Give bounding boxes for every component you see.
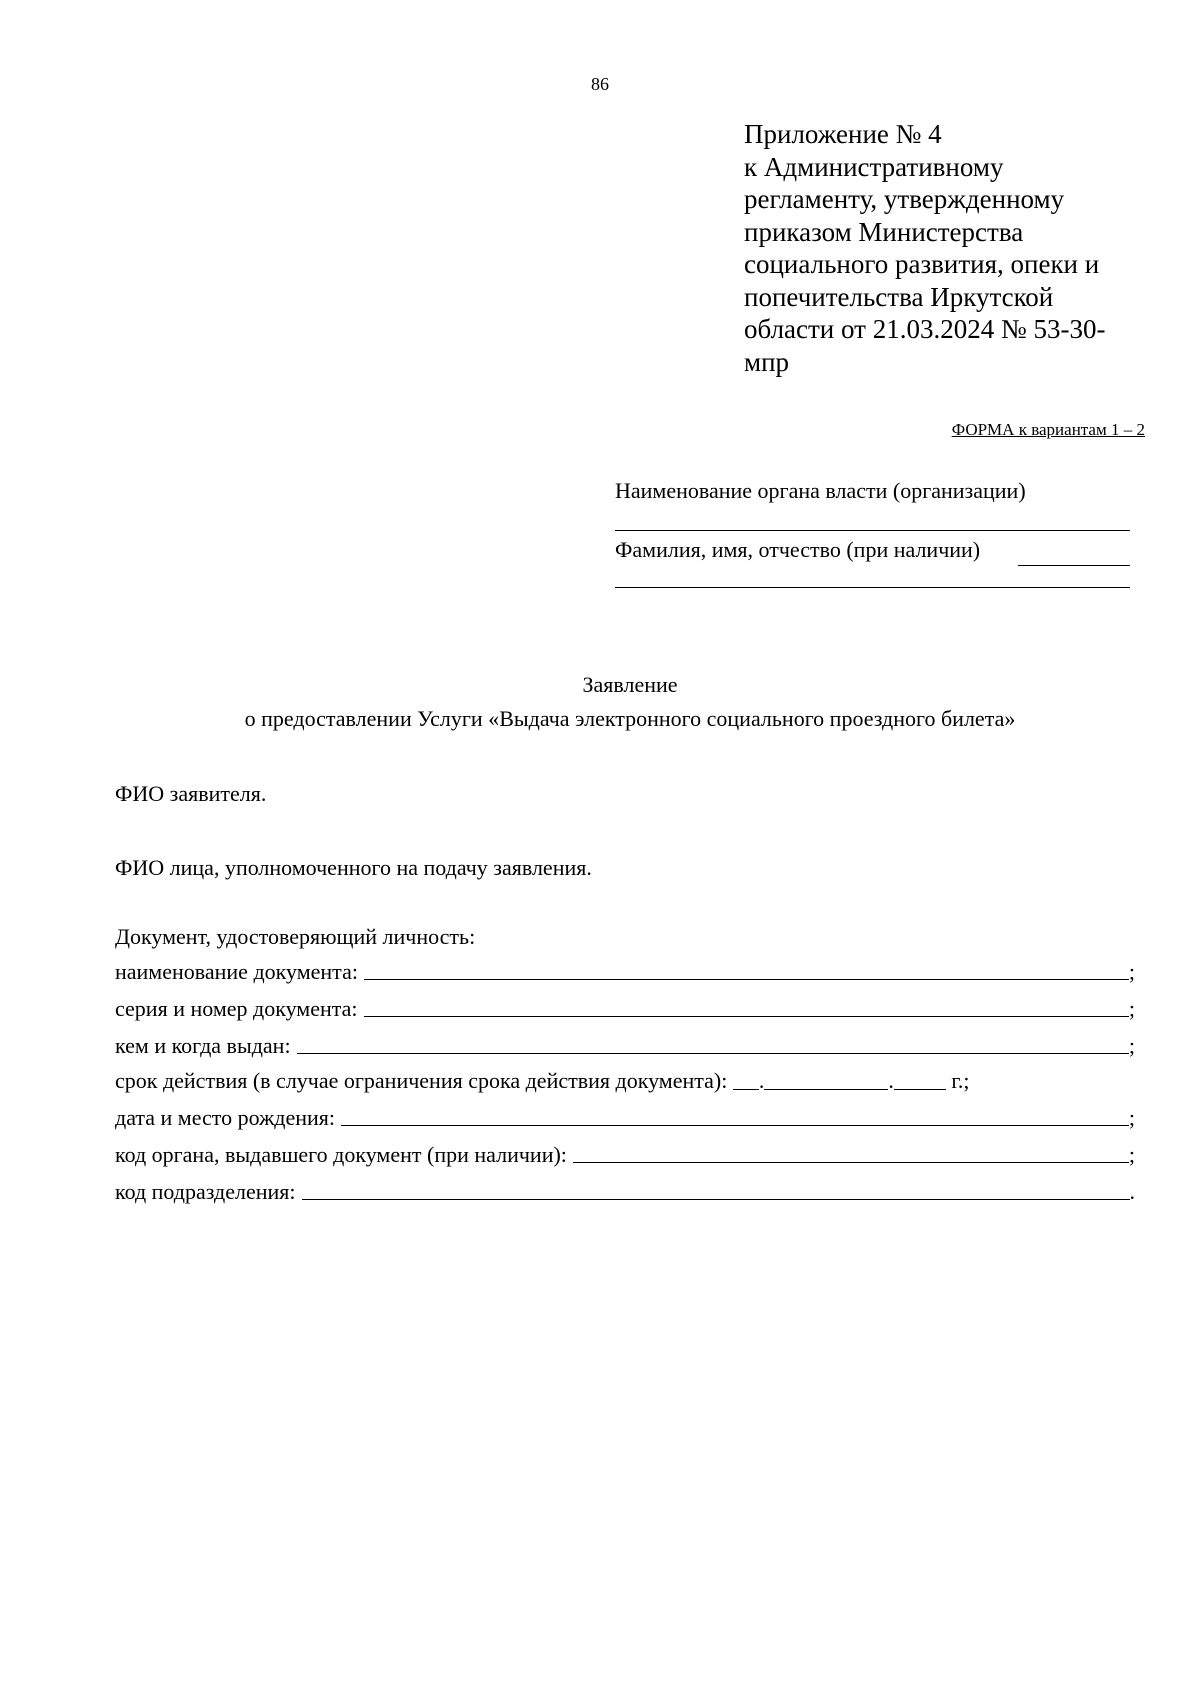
doc-name-row	[115, 955, 1135, 985]
issuer-code-label: код органа, выдавшего документ (при наличии):	[115, 1142, 567, 1167]
issuer-code-field[interactable]	[573, 1161, 1129, 1163]
appendix-line: к Административному	[744, 151, 1004, 182]
document-subtitle: о предоставлении Услуги «Выдача электронного социального проездного билета»	[244, 706, 1016, 731]
form-variant-label: ФОРМА к вариантам 1 – 2	[951, 420, 1145, 439]
subdivision-code-field[interactable]	[302, 1198, 1130, 1200]
authority-name-label: Наименование органа власти (организации)	[615, 478, 1026, 503]
fio-field[interactable]	[1018, 565, 1130, 566]
document-title: Заявление	[582, 672, 678, 697]
validity-day-field[interactable]	[733, 1088, 759, 1090]
issued-by-label: кем и когда выдан:	[115, 1033, 291, 1058]
series-number-label: серия и номер документа:	[115, 996, 358, 1021]
series-number-row	[115, 992, 1135, 1022]
period: .	[1129, 1179, 1135, 1204]
validity-row	[115, 1068, 969, 1094]
birth-info-label: дата и место рождения:	[115, 1105, 336, 1130]
semicolon: ;	[1128, 959, 1135, 984]
id-document-heading: Документ, удостоверяющий личность:	[115, 924, 476, 949]
applicant-fio-label: ФИО заявителя.	[115, 781, 267, 806]
authorized-person-fio-label: ФИО лица, уполномоченного на подачу заявления.	[115, 855, 592, 880]
appendix-line: регламенту, утвержденному	[744, 184, 1065, 214]
fio-label: Фамилия, имя, отчество (при наличии)	[615, 537, 981, 562]
validity-label: срок действия (в случае ограничения срока действия документа):	[115, 1068, 728, 1093]
semicolon: ;	[1128, 996, 1135, 1021]
validity-month-field[interactable]	[764, 1088, 888, 1090]
authority-name-field[interactable]	[615, 530, 1130, 531]
appendix-line: области от 21.03.2024 № 53-30-	[744, 314, 1106, 344]
subdivision-code-label: код подразделения:	[115, 1179, 296, 1204]
issued-by-row	[115, 1029, 1135, 1059]
semicolon: ;	[1128, 1033, 1135, 1058]
appendix-line: приказом Министерства	[744, 216, 1024, 247]
appendix-line: Приложение № 4	[744, 119, 942, 149]
birth-info-field[interactable]	[341, 1124, 1129, 1126]
issued-by-field[interactable]	[297, 1052, 1129, 1054]
date-dot: .	[758, 1068, 765, 1093]
appendix-line: социального развития, опеки и	[744, 249, 1100, 279]
year-suffix: г.;	[951, 1068, 970, 1093]
doc-name-field[interactable]	[364, 978, 1129, 980]
appendix-block	[744, 118, 1184, 378]
issuer-code-row	[115, 1138, 1135, 1168]
series-number-field[interactable]	[364, 1015, 1129, 1017]
date-dot: .	[888, 1068, 894, 1093]
fio-field-continuation[interactable]	[615, 587, 1130, 588]
semicolon: ;	[1128, 1142, 1135, 1167]
appendix-line: мпр	[744, 346, 790, 377]
subdivision-code-row	[115, 1175, 1135, 1205]
page-number: 86	[591, 74, 609, 94]
doc-name-label: наименование документа:	[115, 959, 358, 984]
validity-year-field[interactable]	[894, 1088, 946, 1090]
semicolon: ;	[1128, 1105, 1135, 1130]
birth-info-row	[115, 1101, 1135, 1131]
appendix-line: попечительства Иркутской	[744, 281, 1054, 312]
